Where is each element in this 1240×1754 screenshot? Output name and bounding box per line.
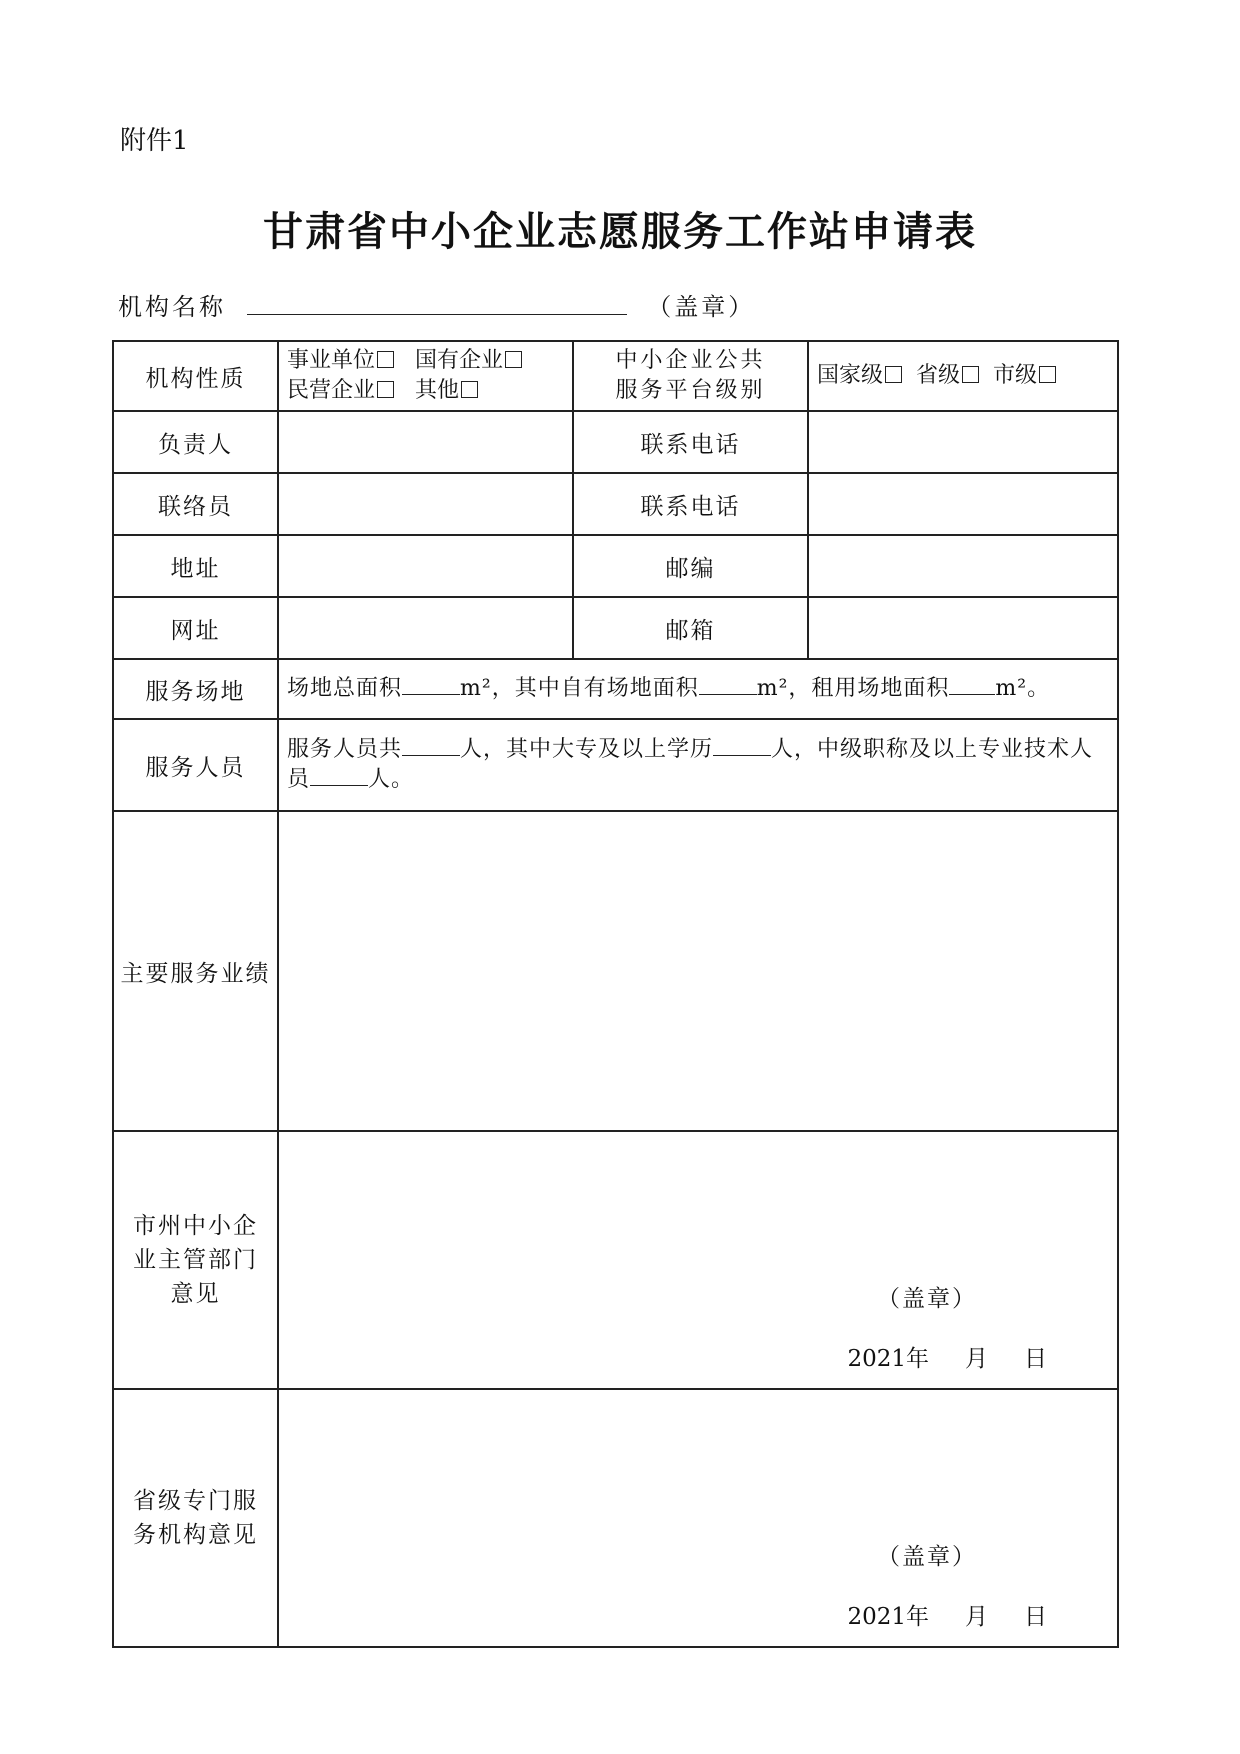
province-seal: （盖章）	[877, 1544, 977, 1570]
address-field[interactable]	[278, 535, 573, 597]
website-field[interactable]	[278, 597, 573, 659]
service-site-label: 服务场地	[113, 659, 278, 719]
checkbox-icon[interactable]	[461, 381, 478, 398]
technical-staff-blank[interactable]	[310, 767, 368, 786]
nature-options	[278, 341, 573, 411]
liaison-phone-field[interactable]	[808, 473, 1118, 535]
province-date: 2021年 月 日	[847, 1604, 1047, 1630]
nature-option-public-institution[interactable]: 事业单位	[287, 348, 394, 373]
platform-level-label: 中小企业公共服务平台级别	[573, 341, 808, 411]
nature-row	[113, 341, 1118, 411]
liaison-phone-label: 联系电话	[573, 473, 808, 535]
table-row	[113, 411, 1118, 473]
service-site-text: 场地总面积 m²，其中自有场地面积 m²，租用场地面积 m²。	[278, 659, 1118, 719]
org-name-blank[interactable]	[247, 292, 627, 315]
address-label: 地址	[113, 535, 278, 597]
postcode-field[interactable]	[808, 535, 1118, 597]
city-date: 2021年 月 日	[847, 1346, 1047, 1372]
achievements-label: 主要服务业绩	[113, 811, 278, 1131]
email-field[interactable]	[808, 597, 1118, 659]
email-label: 邮箱	[573, 597, 808, 659]
staff-total-blank[interactable]	[402, 737, 460, 756]
achievements-row	[113, 811, 1118, 1131]
application-form-table	[112, 340, 1119, 1648]
checkbox-icon[interactable]	[377, 351, 394, 368]
province-opinion-label: 省级专门服务机构意见	[113, 1389, 278, 1647]
province-opinion-row	[113, 1389, 1118, 1647]
form-title: 甘肃省中小企业志愿服务工作站申请表	[263, 208, 977, 255]
checkbox-icon[interactable]	[505, 351, 522, 368]
website-label: 网址	[113, 597, 278, 659]
attachment-label: 附件1	[120, 126, 189, 156]
nature-label: 机构性质	[113, 341, 278, 411]
nature-option-private[interactable]: 民营企业	[287, 378, 394, 403]
nature-option-other[interactable]: 其他	[415, 378, 478, 403]
table-row	[113, 597, 1118, 659]
service-staff-text: 服务人员共 人，其中大专及以上学历 人，中级职称及以上专业技术人员 人。	[278, 719, 1118, 811]
city-opinion-row	[113, 1131, 1118, 1389]
level-city[interactable]: 市级	[993, 363, 1056, 388]
level-provincial[interactable]: 省级	[916, 363, 979, 388]
platform-levels	[808, 341, 1118, 411]
checkbox-icon[interactable]	[377, 381, 394, 398]
own-area-blank[interactable]	[699, 676, 757, 695]
city-opinion-field[interactable]	[278, 1131, 1118, 1389]
liaison-field[interactable]	[278, 473, 573, 535]
service-staff-label: 服务人员	[113, 719, 278, 811]
level-national[interactable]: 国家级	[817, 363, 902, 388]
college-staff-blank[interactable]	[713, 737, 771, 756]
total-area-blank[interactable]	[402, 676, 460, 695]
person-in-charge-field[interactable]	[278, 411, 573, 473]
person-in-charge-label: 负责人	[113, 411, 278, 473]
table-row	[113, 535, 1118, 597]
city-opinion-label: 市州中小企业主管部门意见	[113, 1131, 278, 1389]
org-name-line	[118, 287, 755, 322]
contact-phone-field[interactable]	[808, 411, 1118, 473]
postcode-label: 邮编	[573, 535, 808, 597]
org-name-label: 机构名称	[118, 293, 226, 321]
nature-option-state-owned[interactable]: 国有企业	[415, 348, 522, 373]
liaison-label: 联络员	[113, 473, 278, 535]
contact-phone-label: 联系电话	[573, 411, 808, 473]
rented-area-blank[interactable]	[949, 676, 995, 695]
org-name-seal: （盖章）	[647, 293, 756, 321]
checkbox-icon[interactable]	[885, 366, 902, 383]
city-seal: （盖章）	[877, 1286, 977, 1312]
province-opinion-field[interactable]	[278, 1389, 1118, 1647]
checkbox-icon[interactable]	[962, 366, 979, 383]
service-staff-row	[113, 719, 1118, 811]
service-site-row	[113, 659, 1118, 719]
table-row	[113, 473, 1118, 535]
achievements-field[interactable]	[278, 811, 1118, 1131]
checkbox-icon[interactable]	[1039, 366, 1056, 383]
